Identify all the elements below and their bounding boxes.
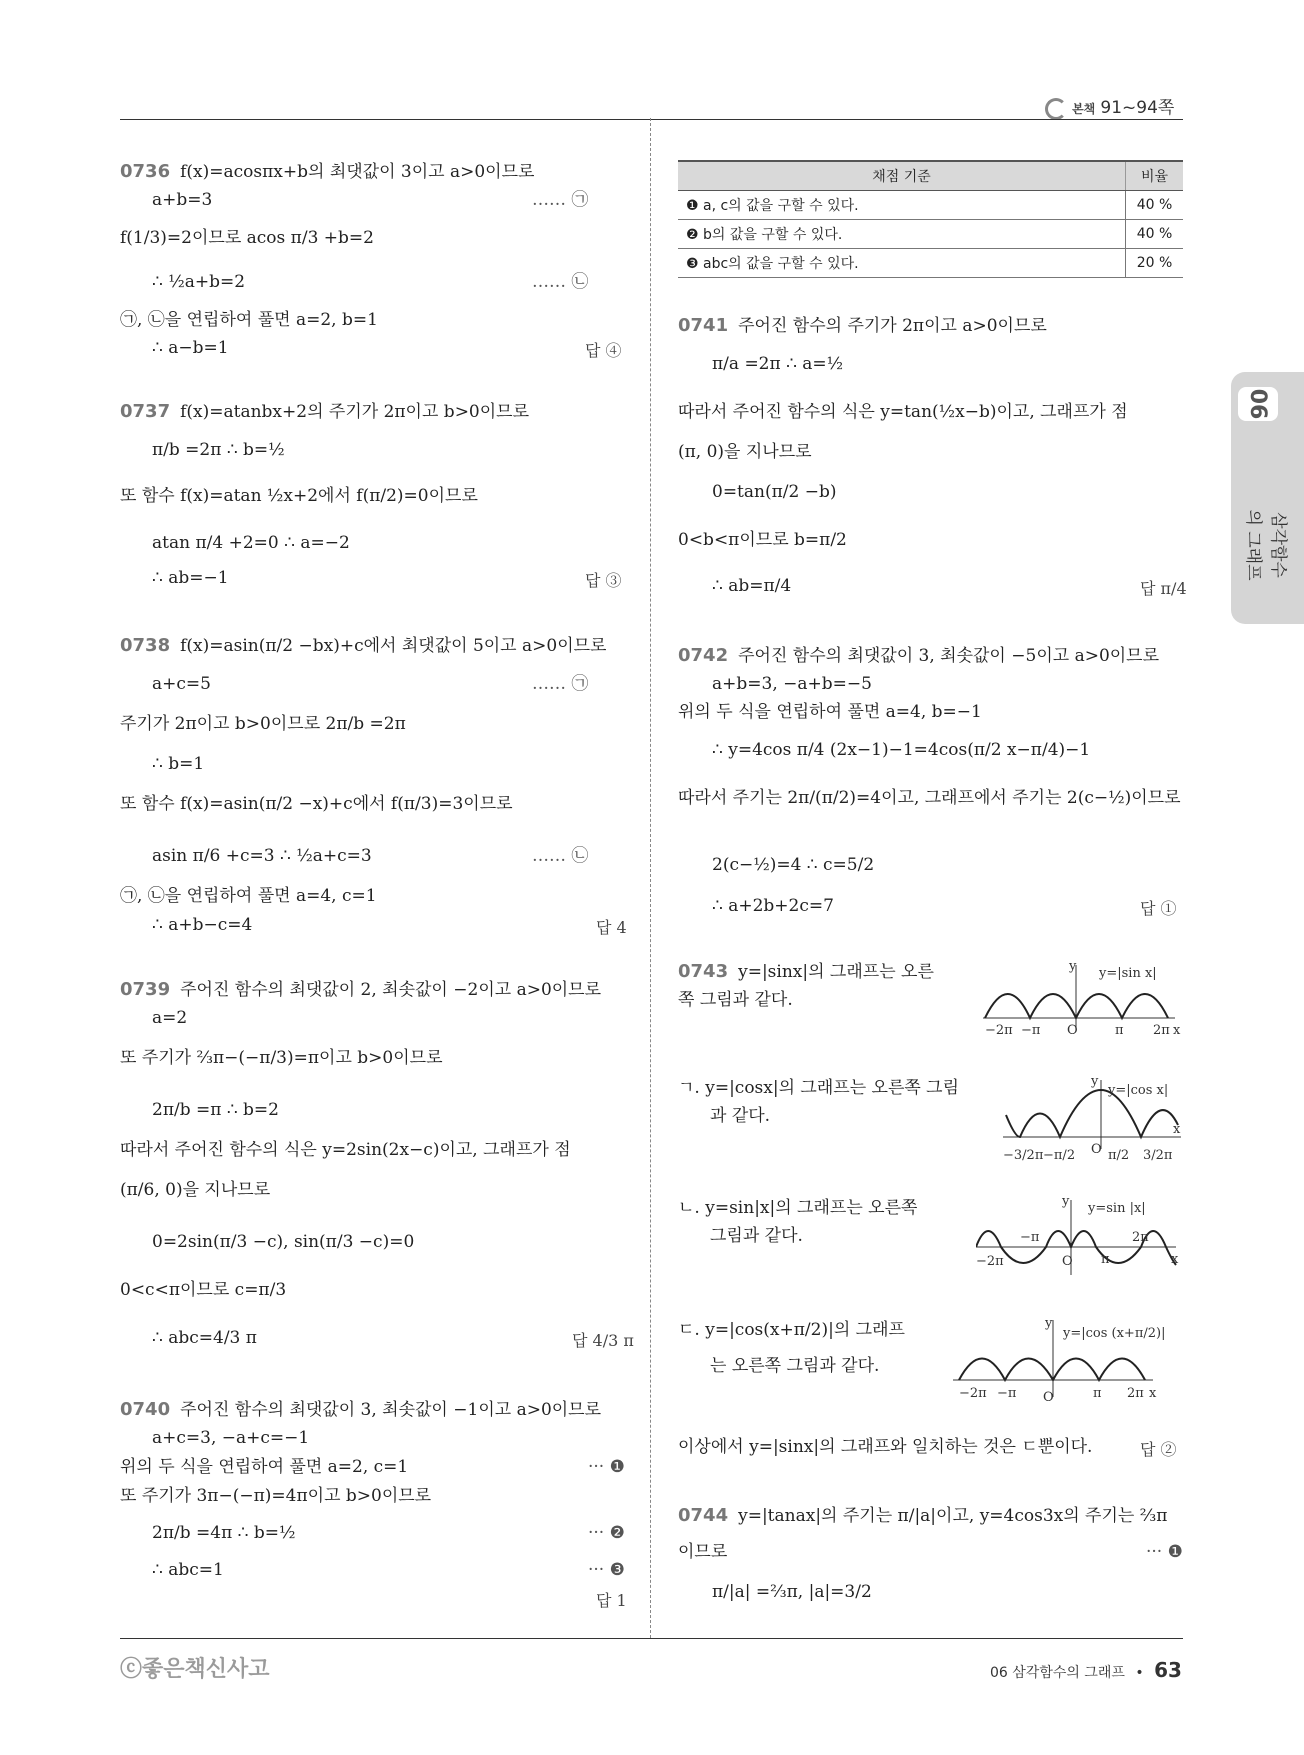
problem-number: 0743 [678,961,729,982]
problem-0742-line3: 위의 두 식을 연립하여 풀면 a=4, b=−1 [678,702,982,722]
y-axis-label: y [1062,1195,1070,1209]
marker: ··· ❸ [588,1560,625,1580]
problem-0738-line7: ㉠, ㉡을 연립하여 풀면 a=4, c=1 [120,886,377,906]
text: y=|tanax|의 주기는 π/|a|이고, y=4cos3x의 주기는 ⅔π [738,1506,1168,1526]
marker: ··· ❷ [588,1523,625,1543]
problem-0736-line5: ㉠, ㉡을 연립하여 풀면 a=2, b=1 [120,310,378,330]
tick: O [1062,1254,1073,1269]
problem-0736-line6: ∴ a−b=1 [152,338,229,358]
refresh-arrow-icon [1045,98,1067,120]
header-criterion: 채점 기준 [678,161,1126,191]
criterion: ❸ abc의 값을 구할 수 있다. [678,249,1126,278]
problem-0740-line2: a+c=3, −a+c=−1 [152,1428,310,1448]
score-table [678,160,1183,278]
problem-0737-line2: π/b =2π ∴ b=½ [152,440,285,460]
problem-0737-line1 [120,402,529,422]
problem-0742-line1 [678,646,1159,666]
problem-0740-line4: 또 주기가 3π−(−π)=4π이고 b>0이므로 [120,1486,432,1506]
problem-0738-line8: ∴ a+b−c=4 [152,915,253,935]
problem-0741-line5: 0=tan(π/2 −b) [712,482,837,502]
answer-0737: 답 ③ [585,571,622,590]
tick: 3/2π [1143,1148,1173,1163]
marker: …… ㉠ [532,190,589,210]
problem-0739-line1 [120,980,601,1000]
problem-number: 0736 [120,161,171,182]
text: 주어진 함수의 주기가 2π이고 a>0이므로 [738,316,1047,336]
footer-chapter [990,1658,1182,1682]
score-row [678,220,1183,249]
problem-0742-line5: 따라서 주기는 2π/(π/2)=4이고, 그래프에서 주기는 2(c−½)이므로 [678,788,1181,808]
problem-0738-line6: asin π/6 +c=3 ∴ ½a+c=3 [152,846,372,866]
tick: O [1067,1023,1078,1038]
problem-number: 0742 [678,645,729,666]
marker: ··· ❶ [1146,1542,1183,1562]
curve-label: y=|sin x| [1099,966,1157,981]
tick: x [1173,1023,1181,1038]
problem-0738-line4: ∴ b=1 [152,754,205,774]
problem-0739-line7: 0=2sin(π/3 −c), sin(π/3 −c)=0 [152,1232,415,1252]
chapter-title: 06 삼각함수의 그래프 [990,1665,1125,1681]
problem-0740-line3: 위의 두 식을 연립하여 풀면 a=2, c=1 [120,1457,409,1477]
score-table-header [678,161,1183,191]
problem-0741-line6: 0<b<π이므로 b=π/2 [678,530,847,550]
marker: …… ㉠ [532,674,589,694]
problem-number: 0739 [120,979,171,1000]
answer-0740: 답 1 [596,1591,627,1610]
problem-0739-line6: (π/6, 0)을 지나므로 [120,1180,271,1200]
tick: x [1171,1252,1179,1267]
problem-0743-line2: 쪽 그림과 같다. [678,990,793,1010]
problem-0739-line5: 따라서 주어진 함수의 식은 y=2sin(2x−c)이고, 그래프가 점 [120,1140,571,1160]
score-row [678,249,1183,278]
problem-0740-line1 [120,1400,601,1420]
tick: −π [1021,1023,1041,1038]
publisher-logo: ⓒ좋은책신사고 [120,1657,270,1682]
problem-0740-line5: 2π/b =4π ∴ b=½ [152,1523,296,1543]
tick: π [1093,1386,1102,1401]
tick: O [1043,1390,1054,1405]
problem-0739-line8: 0<c<π이므로 c=π/3 [120,1280,287,1300]
problem-0741-line4: (π, 0)을 지나므로 [678,442,812,462]
tick: x [1149,1386,1157,1401]
problem-0741-line7: ∴ ab=π/4 [712,576,792,596]
problem-0737-line3: 또 함수 f(x)=atan ½x+2에서 f(π/2)=0이므로 [120,486,478,506]
header-ref [1045,93,1174,120]
tick: −π [1020,1230,1040,1245]
option-n-line2: 그림과 같다. [710,1226,803,1246]
y-axis-label: y [1091,1075,1099,1089]
tick: −π [997,1386,1017,1401]
tick: π [1115,1023,1124,1038]
header-ratio: 비율 [1126,161,1184,191]
problem-0743-conclusion: 이상에서 y=|sinx|의 그래프와 일치하는 것은 ㄷ뿐이다. [678,1437,1093,1457]
graph-abs-sin [983,960,1183,1050]
tick: −π/2 [1043,1148,1076,1163]
problem-0736-line3: f(1/3)=2이므로 acos π/3 +b=2 [120,228,374,248]
problem-0741-line2: π/a =2π ∴ a=½ [712,354,844,374]
curve-label: y=|cos (x+π/2)| [1063,1326,1166,1341]
problem-0744-line3: π/|a| =⅔π, |a|=3/2 [712,1582,872,1602]
problem-0739-line3: 또 주기가 ⅔π−(−π/3)=π이고 b>0이므로 [120,1048,443,1068]
text: 주어진 함수의 최댓값이 3, 최솟값이 −5이고 a>0이므로 [738,646,1160,666]
problem-0738-line2: a+c=5 [152,674,211,694]
problem-0737-line5: ∴ ab=−1 [152,568,229,588]
y-axis-label: y [1045,1316,1053,1331]
problem-0740-line6: ∴ abc=1 [152,1560,224,1580]
text: 주어진 함수의 최댓값이 3, 최솟값이 −1이고 a>0이므로 [180,1400,602,1420]
graph-abs-cos-shift [953,1315,1183,1415]
tick: −3/2π [1003,1148,1044,1163]
column-divider [650,118,651,1638]
problem-0738-line3: 주기가 2π이고 b>0이므로 2π/b =2π [120,714,406,734]
problem-number: 0741 [678,315,729,336]
option-d-line1: ㄷ. y=|cos(x+π/2)|의 그래프 [678,1320,905,1340]
answer-0738: 답 4 [596,918,627,937]
answer-0743: 답 ② [1140,1440,1177,1459]
problem-0742-line2: a+b=3, −a+b=−5 [712,674,872,694]
tick: −2π [959,1386,987,1401]
curve-label: y=|cos x| [1108,1083,1169,1098]
problem-0742-line7: ∴ a+2b+2c=7 [712,896,834,916]
problem-0744-line2: 이므로 [678,1542,728,1562]
tick: 2π [1132,1230,1149,1245]
criterion: ❶ a, c의 값을 구할 수 있다. [678,191,1126,220]
problem-0739-line4: 2π/b =π ∴ b=2 [152,1100,279,1120]
marker: …… ㉡ [532,846,589,866]
footer-rule [120,1638,1183,1639]
bullet: • [1135,1665,1144,1681]
score-row [678,191,1183,220]
answer-0736: 답 ④ [585,341,622,360]
answer-0742: 답 ① [1140,899,1177,918]
problem-0736-line2: a+b=3 [152,190,213,210]
page-number: 63 [1154,1658,1182,1682]
problem-0739-line9: ∴ abc=4/3 π [152,1328,257,1348]
graph-abs-cos [1003,1075,1183,1175]
tick: O [1091,1142,1102,1157]
ratio: 40 % [1126,220,1184,249]
criterion: ❷ b의 값을 구할 수 있다. [678,220,1126,249]
option-g-line2: 과 같다. [710,1106,771,1126]
problem-number: 0738 [120,635,171,656]
answer-0739: 답 4/3 π [572,1331,634,1350]
text: f(x)=atanbx+2의 주기가 2π이고 b>0이므로 [180,402,530,422]
problem-0741-line1 [678,316,1047,336]
option-n-line1: ㄴ. y=sin|x|의 그래프는 오른쪽 [678,1198,918,1218]
ratio: 20 % [1126,249,1184,278]
tick: π/2 [1108,1148,1130,1163]
problem-number: 0737 [120,401,171,422]
problem-0742-line4: ∴ y=4cos π/4 (2x−1)−1=4cos(π/2 x−π/4)−1 [712,740,1091,760]
tick: −2π [976,1254,1004,1269]
tick: 2π [1153,1023,1170,1038]
tick: 2π [1127,1386,1144,1401]
curve-label: y=sin |x| [1088,1201,1146,1216]
text: f(x)=acosπx+b의 최댓값이 3이고 a>0이므로 [180,162,535,182]
problem-0743-line1 [678,962,934,982]
problem-number: 0740 [120,1399,171,1420]
problem-0741-line3: 따라서 주어진 함수의 식은 y=tan(½x−b)이고, 그래프가 점 [678,402,1128,422]
ref-pages: 91~94쪽 [1100,98,1175,118]
side-tab-number: 06 [1238,387,1278,421]
text: y=|sinx|의 그래프는 오른 [738,962,934,982]
tick: π [1101,1252,1110,1267]
problem-0738-line5: 또 함수 f(x)=asin(π/2 −x)+c에서 f(π/3)=3이므로 [120,794,513,814]
problem-number: 0744 [678,1505,729,1526]
problem-0739-line2: a=2 [152,1008,188,1028]
option-d-line2: 는 오른쪽 그림과 같다. [710,1356,880,1376]
option-g-line1: ㄱ. y=|cosx|의 그래프는 오른쪽 그림 [678,1078,960,1098]
header-rule [120,119,1183,120]
text: 주어진 함수의 최댓값이 2, 최솟값이 −2이고 a>0이므로 [180,980,602,1000]
y-axis-label: y [1069,960,1077,974]
problem-0736-line4: ∴ ½a+b=2 [152,272,246,292]
problem-0736-line1 [120,162,534,182]
problem-0738-line1 [120,636,606,656]
answer-0741: 답 π/4 [1140,579,1187,598]
ref-label: 본책 [1072,102,1096,116]
problem-0744-line1 [678,1506,1167,1526]
marker: ··· ❶ [588,1457,625,1477]
graph-sin-abs [976,1195,1181,1295]
problem-0742-line6: 2(c−½)=4 ∴ c=5/2 [712,855,875,875]
problem-0737-line4: atan π/4 +2=0 ∴ a=−2 [152,533,350,553]
text: f(x)=asin(π/2 −bx)+c에서 최댓값이 5이고 a>0이므로 [180,636,607,656]
tick: x [1173,1122,1181,1137]
ratio: 40 % [1126,191,1184,220]
side-tab-title: 삼각함수의 그래프 [1243,509,1288,581]
marker: …… ㉡ [532,272,589,292]
tick: −2π [985,1023,1013,1038]
